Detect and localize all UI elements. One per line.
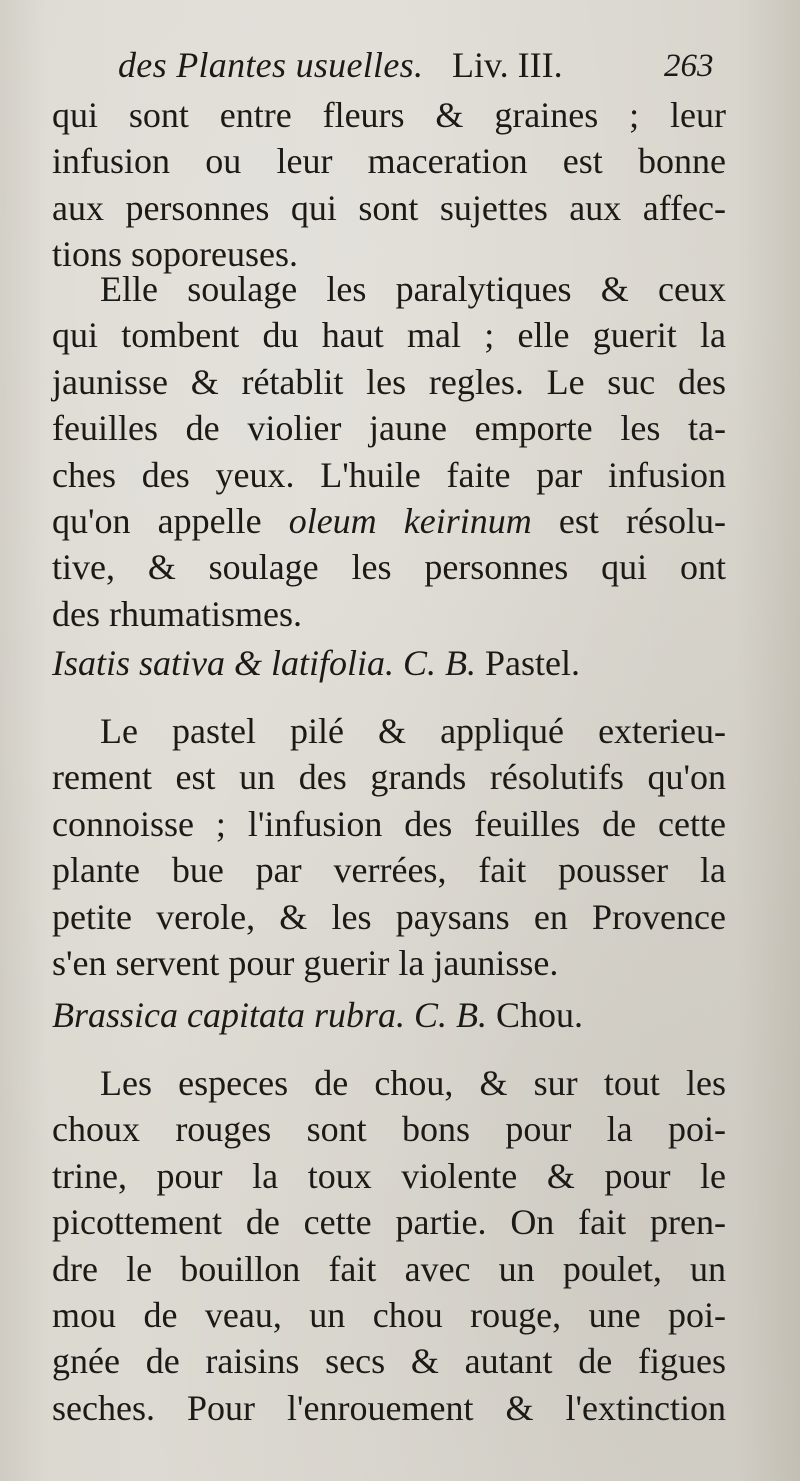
plant-heading-brassica [52,994,726,1036]
text-line: aux personnes qui sont sujettes aux affec- [52,187,726,228]
text-line: connoisse ; l'infusion des feuilles de cette [52,803,726,844]
text-line: tive, & soulage les personnes qui ont [52,547,726,588]
text-line: jaunisse & rétablit les regles. Le suc des [52,361,726,402]
text-line: feuilles de violier jaune emporte les ta- [52,408,726,449]
text-line: petite verole, & les paysans en Provence [52,896,726,937]
latin-name: Isatis sativa & latifolia. C. B. [52,643,477,683]
text-line: Les especes de chou, & sur tout les [100,1063,726,1103]
latin-term: oleum keirinum [288,500,532,541]
latin-name: Brassica capitata rubra. C. B. [52,995,488,1035]
text-line: Elle soulage les paralytiques & ceux [100,269,726,309]
running-header [0,44,800,94]
text-line: ches des yeux. L'huile faite par infusion [52,454,726,495]
paragraph-pastel [52,708,726,986]
plant-heading-isatis [52,642,726,684]
text-line-with-latin [52,498,726,544]
text-line: s'en servent pour guerir la jaunisse. [52,942,559,983]
common-name: Pastel. [485,643,581,683]
running-title: des Plantes usuelles. [118,45,424,85]
common-name: Chou. [496,995,584,1035]
page-number: 263 [664,48,714,84]
text-line: qui tombent du haut mal ; elle guerit la [52,315,726,356]
text-line: picottement de cette partie. On fait pren- [52,1202,726,1243]
text-line: mou de veau, un chou rouge, une poi- [52,1294,726,1335]
paragraph-chou [52,1060,726,1431]
text-line: plante bue par verrées, fait pousser la [52,850,726,891]
text-line: choux rouges sont bons pour la poi- [52,1109,726,1150]
text-line: gnée de raisins secs & autant de figues [52,1341,726,1382]
text-fragment: qu'on appelle [52,500,262,541]
text-line: dre le bouillon fait avec un poulet, un [52,1248,726,1289]
text-fragment: est résolu- [558,500,727,541]
text-line: des rhumatismes. [52,593,302,634]
text-line: seches. Pour l'enrouement & l'extinction [52,1387,726,1428]
text-line: tions soporeuses. [52,234,298,275]
text-line: rement est un des grands résolutifs qu'on [52,757,726,798]
paragraph-violier [52,266,726,637]
paragraph-continuation [52,92,726,278]
book-number: Liv. III. [452,45,563,85]
text-line: qui sont entre fleurs & graines ; leur [52,95,726,135]
text-line: infusion ou leur maceration est bonne [52,141,726,182]
text-line: Le pastel pilé & appliqué exterieu- [100,711,726,751]
text-line: trine, pour la toux violente & pour le [52,1155,726,1196]
